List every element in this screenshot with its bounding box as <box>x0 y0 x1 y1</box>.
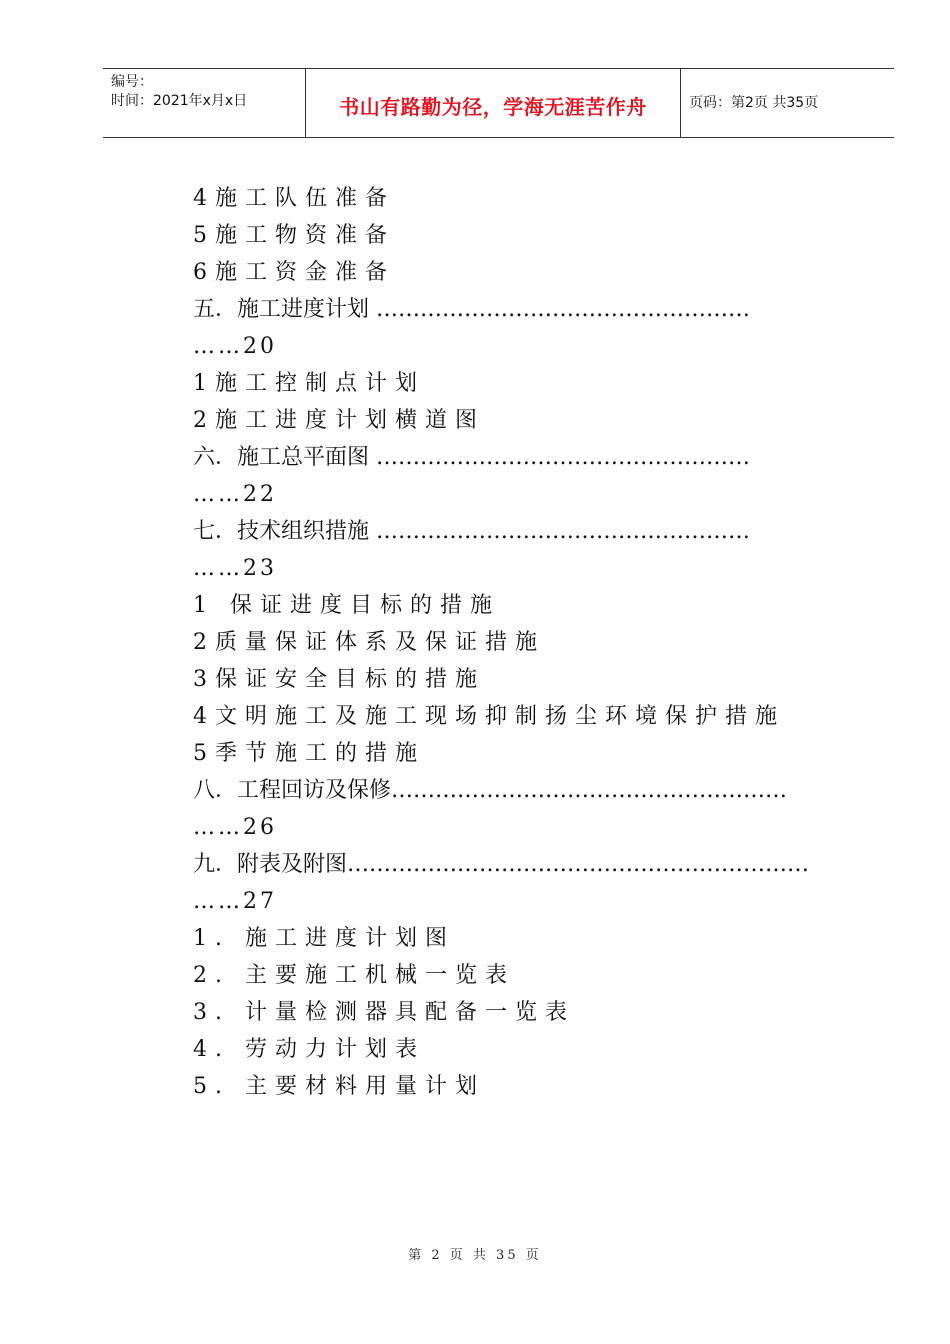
toc-line: 七．技术组织措施 …………………………………………… <box>193 519 750 544</box>
toc-page-number: ……22 <box>193 482 277 507</box>
toc-line: 1施工控制点计划 <box>193 371 425 396</box>
toc-line: 2质量保证体系及保证措施 <box>193 630 545 655</box>
toc-line: 4施工队伍准备 <box>193 186 395 211</box>
toc-line: 2. 主要施工机械一览表 <box>193 963 515 988</box>
document-header <box>103 68 894 138</box>
toc-line: 5季节施工的措施 <box>193 741 425 766</box>
toc-line: 3. 计量检测器具配备一览表 <box>193 1000 575 1025</box>
motto-text: 书山有路勤为径，学海无涯苦作舟 <box>339 95 647 119</box>
header-motto-cell <box>306 69 681 137</box>
code-label: 编号： <box>111 74 153 90</box>
header-info-cell <box>103 69 306 137</box>
page-footer: 第 2 页 共 35 页 <box>408 1248 542 1263</box>
toc-line: 6施工资金准备 <box>193 260 395 285</box>
date-label: 时间：2021年x月x日 <box>111 93 248 109</box>
table-of-contents <box>193 180 853 1105</box>
toc-line: 1. 施工进度计划图 <box>193 926 455 951</box>
toc-page-number: ……20 <box>193 334 277 359</box>
toc-line: 六．施工总平面图 …………………………………………… <box>193 445 750 470</box>
toc-line: 八．工程回访及保修……………………………………………… <box>193 778 788 803</box>
header-page-cell <box>681 69 894 137</box>
toc-page-number: ……23 <box>193 556 277 581</box>
toc-line: 五．施工进度计划 …………………………………………… <box>193 297 750 322</box>
toc-line: 5施工物资准备 <box>193 223 395 248</box>
toc-line: 2施工进度计划横道图 <box>193 408 485 433</box>
toc-line: 4. 劳动力计划表 <box>193 1037 425 1062</box>
page-label: 页码：第2页 共35页 <box>689 95 819 111</box>
toc-line: 4文明施工及施工现场抑制扬尘环境保护措施 <box>193 704 785 729</box>
toc-page-number: ……26 <box>193 815 277 840</box>
toc-line: 3保证安全目标的措施 <box>193 667 485 692</box>
toc-page-number: ……27 <box>193 889 277 914</box>
toc-line: 1 保证进度目标的措施 <box>193 593 500 618</box>
toc-line: 5. 主要材料用量计划 <box>193 1074 485 1099</box>
toc-line: 九．附表及附图……………………………………………………… <box>193 852 810 877</box>
